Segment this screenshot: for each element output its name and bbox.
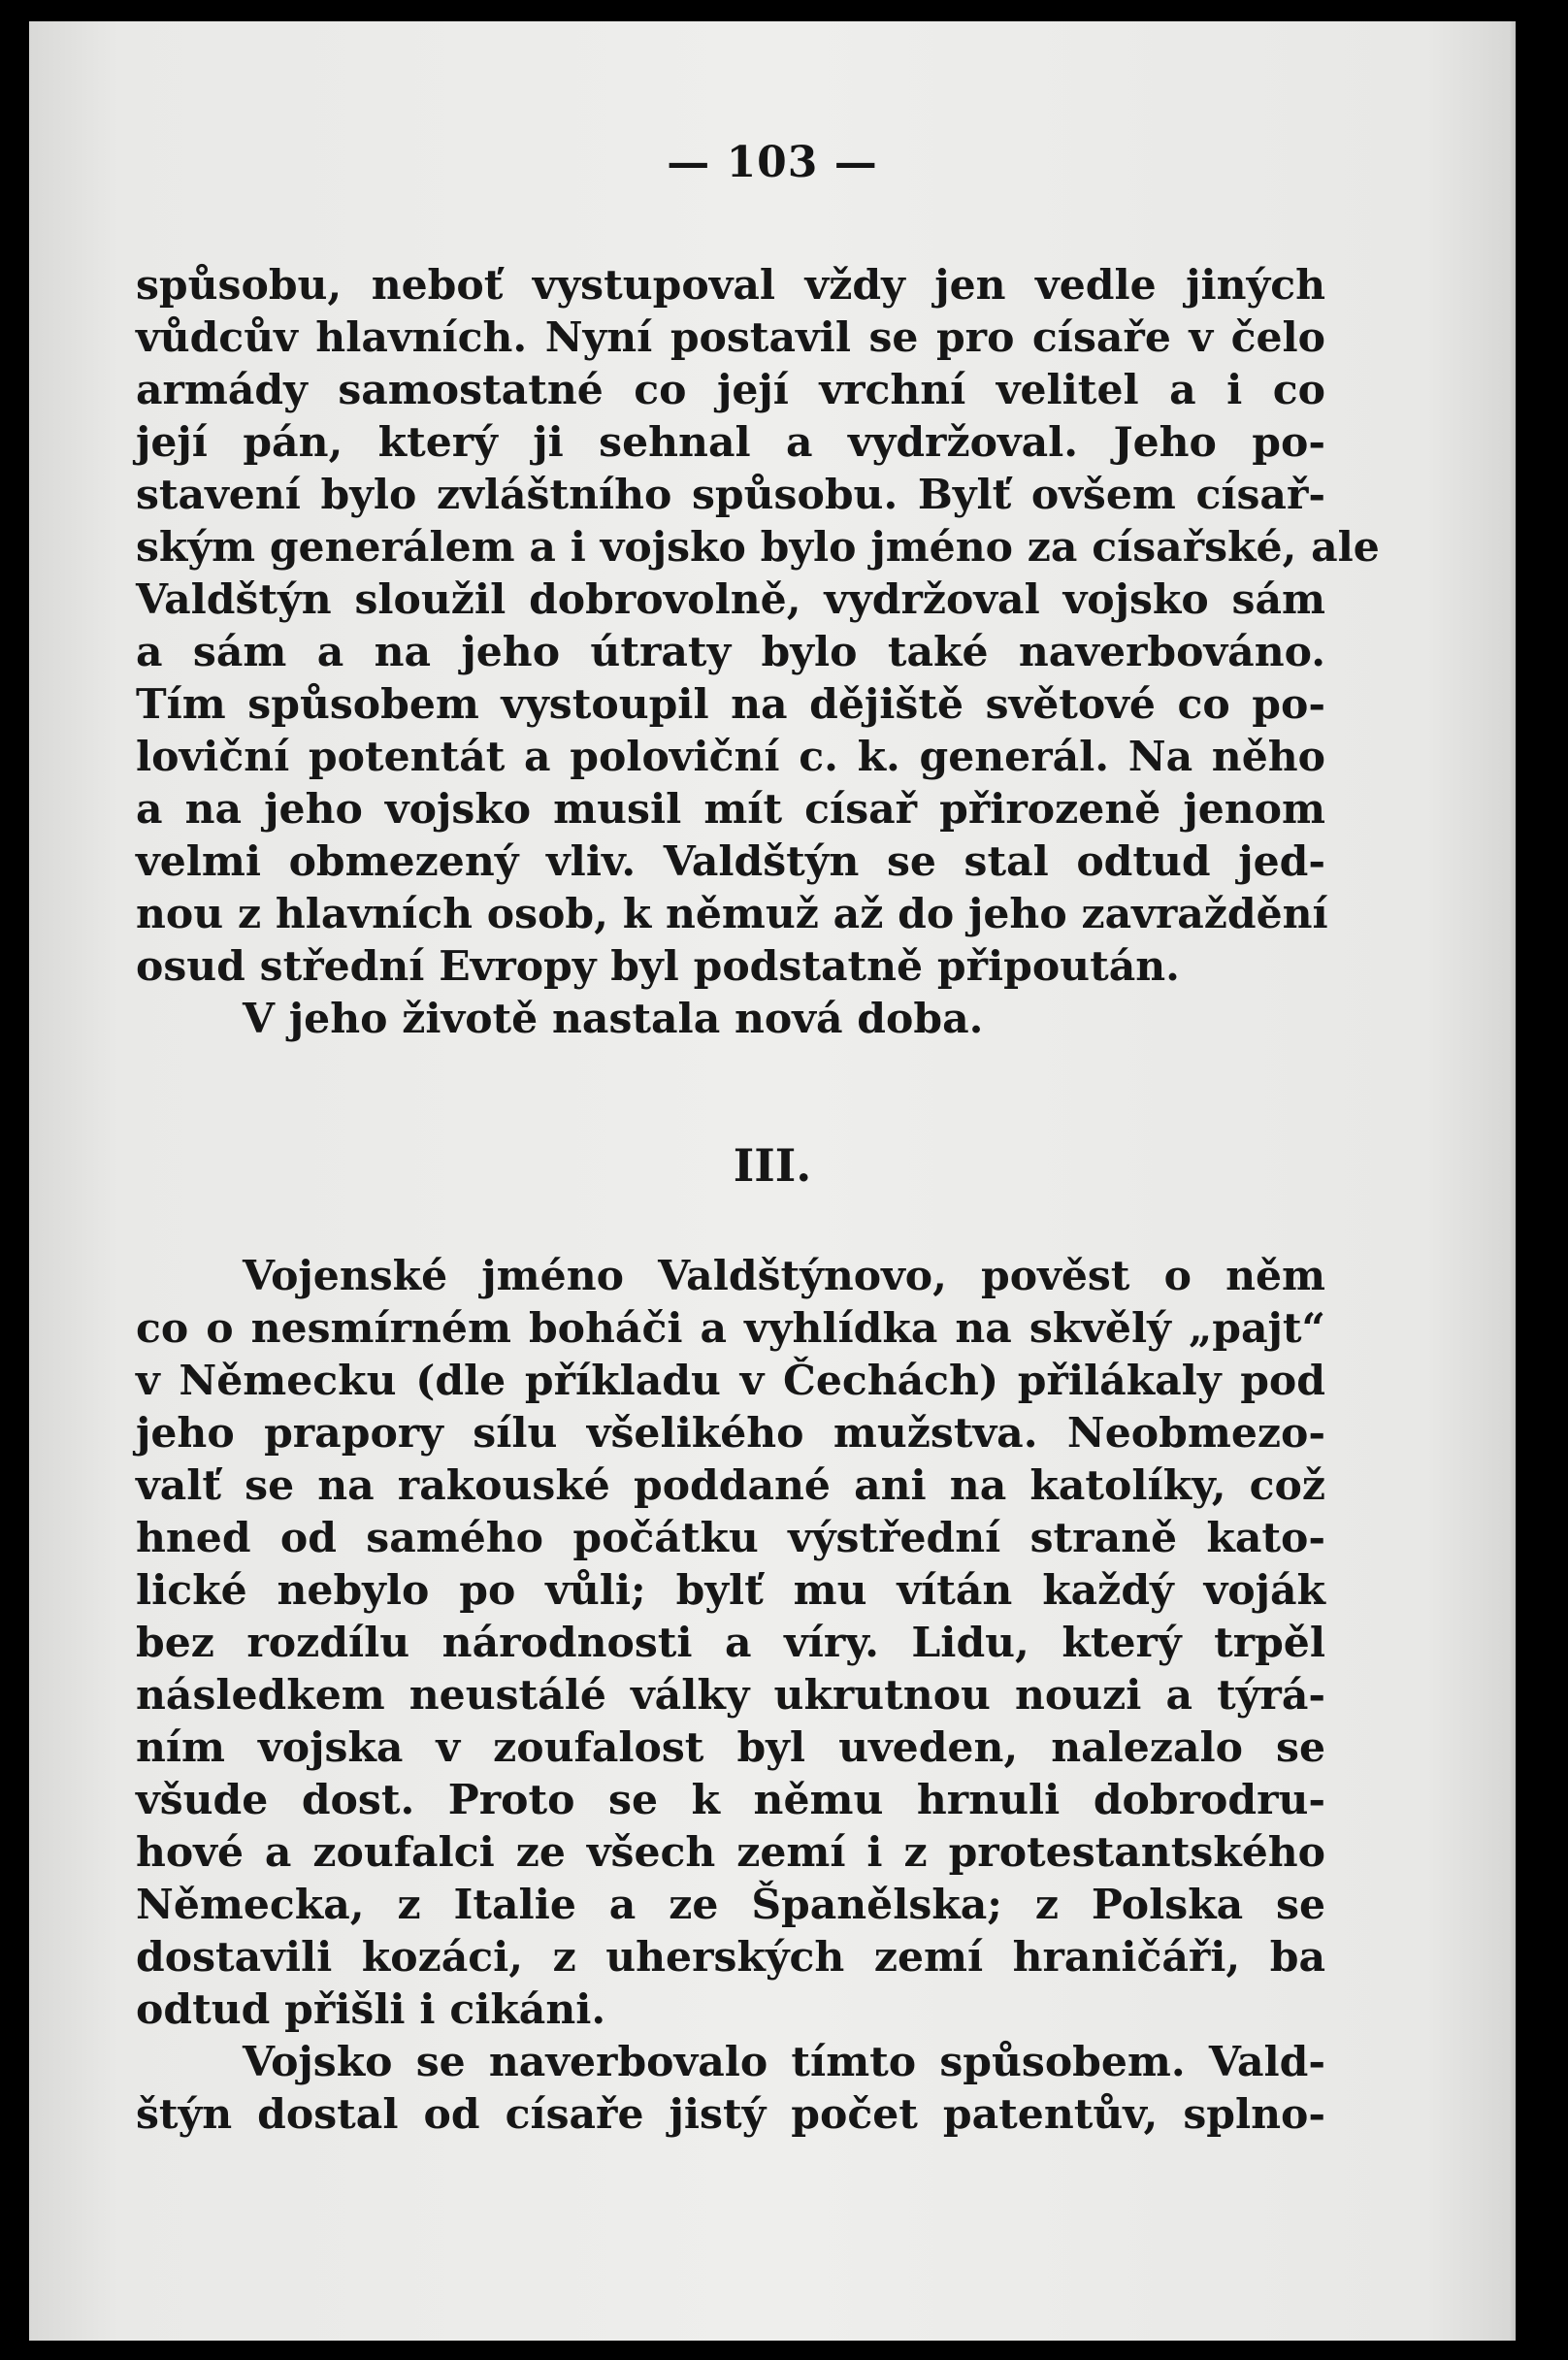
text-line: a sám a na jeho útraty bylo také naverbováno. (136, 628, 1325, 676)
text-line: stavení bylo zvláštního spůsobu. Bylť ovšem císař- (136, 471, 1325, 519)
text-line: dostavili kozáci, z uherských zemí hraničáři, ba (136, 1933, 1325, 1982)
text-line: osud střední Evropy byl podstatně připoután. (136, 942, 1180, 991)
text-line: nou z hlavních osob, k němuž až do jeho zavraždění (136, 890, 1328, 938)
text-line: spůsobu, neboť vystupoval vždy jen vedle jiných (136, 261, 1325, 310)
text-line: Německa, z Italie a ze Španělska; z Polska se (136, 1881, 1325, 1929)
text-line: v Německu (dle příkladu v Čechách) přilákaly pod (136, 1357, 1325, 1405)
book-page (29, 21, 1516, 2341)
text-line: velmi obmezený vliv. Valdštýn se stal odtud jed- (136, 837, 1325, 886)
text-line: Vojenské jméno Valdštýnovo, pověst o něm (243, 1252, 1325, 1300)
text-line: vůdcův hlavních. Nyní postavil se pro císaře v čelo (136, 313, 1325, 362)
text-block-bottom (136, 1250, 1325, 2141)
text-line: štýn dostal od císaře jistý počet patentův, splno- (136, 2090, 1325, 2139)
text-line: hned od samého počátku výstřední straně kato- (136, 1514, 1325, 1562)
text-line: všude dost. Proto se k němu hrnuli dobrodru- (136, 1776, 1325, 1824)
section-heading: III. (733, 1139, 812, 1192)
text-line: následkem neustálé války ukrutnou nouzi a týrá- (136, 1671, 1325, 1720)
text-line: ním vojska v zoufalost byl uveden, nalezalo se (136, 1723, 1325, 1772)
text-line: Vojsko se naverbovalo tímto spůsobem. Vald- (243, 2038, 1325, 2086)
page-number: — 103 — (667, 138, 878, 187)
text-line: Tím spůsobem vystoupil na dějiště světové co po- (136, 680, 1325, 729)
text-line: Valdštýn sloužil dobrovolně, vydržoval vojsko sám (136, 575, 1325, 624)
text-block-top (136, 259, 1380, 1045)
text-line: bez rozdílu národnosti a víry. Lidu, který trpěl (136, 1619, 1325, 1667)
text-line: co o nesmírném boháči a vyhlídka na skvělý „pajt“ (136, 1304, 1325, 1353)
text-line: její pán, který ji sehnal a vydržoval. Jeho po- (136, 418, 1325, 467)
text-line: lické nebylo po vůli; bylť mu vítán každý voják (136, 1566, 1325, 1615)
text-line: a na jeho vojsko musil mít císař přirozeně jenom (136, 785, 1325, 834)
text-line: ským generálem a i vojsko bylo jméno za císařské, ale (136, 523, 1380, 572)
text-line: V jeho životě nastala nová doba. (243, 995, 984, 1043)
text-line: odtud přišli i cikáni. (136, 1985, 606, 2034)
page-binding-edge (14, 0, 23, 2360)
text-line: armády samostatné co její vrchní velitel a i co (136, 366, 1325, 414)
text-line: valť se na rakouské poddané ani na katolíky, což (136, 1461, 1325, 1510)
page-edge-shadow (1510, 0, 1568, 2360)
text-line: hové a zoufalci ze všech zemí i z protestantského (136, 1828, 1325, 1877)
text-line: jeho prapory sílu všelikého mužstva. Neobmezo- (136, 1409, 1325, 1458)
text-line: loviční potentát a poloviční c. k. generál. Na něho (136, 733, 1325, 781)
